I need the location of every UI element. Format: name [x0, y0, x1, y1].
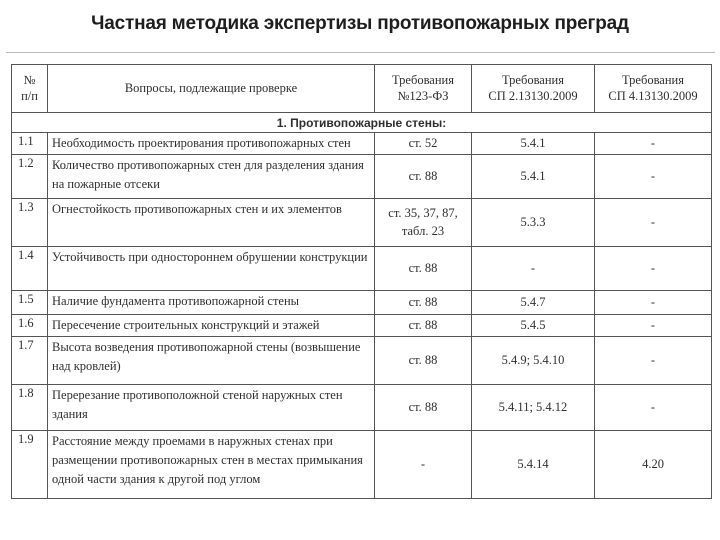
row-req-123fz: ст. 88	[375, 291, 472, 315]
table-header-row	[12, 65, 712, 113]
table-row	[12, 199, 712, 247]
row-req-sp4: -	[595, 247, 712, 291]
row-num: 1.1	[12, 133, 48, 155]
header-req-123fz-line2: №123-ФЗ	[397, 88, 449, 103]
row-req-sp2: 5.4.11; 5.4.12	[472, 385, 595, 431]
header-req-sp4-line2: СП 4.13130.2009	[608, 88, 698, 103]
row-req-sp2: 5.4.9; 5.4.10	[472, 337, 595, 385]
row-question: Огнестойкость противопожарных стен и их элементов	[48, 199, 375, 247]
table-row	[12, 337, 712, 385]
table-row	[12, 133, 712, 155]
row-req-sp4: -	[595, 199, 712, 247]
row-question: Перерезание противоположной стеной наружных стен здания	[48, 385, 375, 431]
row-req-sp2: 5.3.3	[472, 199, 595, 247]
table-row	[12, 291, 712, 315]
table-row	[12, 315, 712, 337]
row-req-123fz: ст. 88	[375, 337, 472, 385]
header-req-sp4-line1: Требования	[622, 72, 684, 87]
row-num: 1.9	[12, 431, 48, 499]
row-num: 1.2	[12, 155, 48, 199]
row-question: Наличие фундамента противопожарной стены	[48, 291, 375, 315]
table-row	[12, 385, 712, 431]
row-question: Пересечение строительных конструкций и этажей	[48, 315, 375, 337]
header-num-line1: №	[23, 72, 36, 87]
row-req-sp4: -	[595, 337, 712, 385]
row-question: Высота возведения противопожарной стены (возвышение над кровлей)	[48, 337, 375, 385]
row-question: Количество противопожарных стен для разделения здания на пожарные отсеки	[48, 155, 375, 199]
row-req-sp4: -	[595, 315, 712, 337]
row-req-123fz: ст. 35, 37, 87, табл. 23	[375, 199, 472, 247]
table-row	[12, 431, 712, 499]
row-req-sp2: 5.4.1	[472, 155, 595, 199]
header-num	[12, 65, 48, 113]
row-req-sp2: 5.4.5	[472, 315, 595, 337]
row-req-sp4: -	[595, 155, 712, 199]
row-req-123fz: -	[375, 431, 472, 499]
row-num: 1.4	[12, 247, 48, 291]
row-req-sp4: 4.20	[595, 431, 712, 499]
row-req-123fz: ст. 88	[375, 247, 472, 291]
header-req-sp2-line2: СП 2.13130.2009	[488, 88, 578, 103]
slide-title: Частная методика экспертизы противопожарных преград	[91, 13, 629, 34]
row-req-sp4: -	[595, 291, 712, 315]
section-title: 1. Противопожарные стены:	[12, 113, 712, 133]
table-row	[12, 155, 712, 199]
row-num: 1.7	[12, 337, 48, 385]
section-row	[12, 113, 712, 133]
header-req-123fz	[375, 65, 472, 113]
row-question: Необходимость проектирования противопожарных стен	[48, 133, 375, 155]
row-question: Устойчивость при одностороннем обрушении конструкции	[48, 247, 375, 291]
header-req-sp4	[595, 65, 712, 113]
row-num: 1.8	[12, 385, 48, 431]
header-req-sp2	[472, 65, 595, 113]
header-req-sp2-line1: Требования	[502, 72, 564, 87]
row-req-123fz: ст. 88	[375, 155, 472, 199]
row-req-sp4: -	[595, 385, 712, 431]
row-req-sp2: 5.4.14	[472, 431, 595, 499]
row-num: 1.3	[12, 199, 48, 247]
row-question: Расстояние между проемами в наружных стенах при размещении противопожарных стен в местах примыкания одной части здания к другой под углом	[48, 431, 375, 499]
title-divider	[6, 52, 715, 53]
row-req-sp2: 5.4.1	[472, 133, 595, 155]
header-req-123fz-line1: Требования	[392, 72, 454, 87]
row-num: 1.5	[12, 291, 48, 315]
row-req-sp2: 5.4.7	[472, 291, 595, 315]
table-row	[12, 247, 712, 291]
header-question: Вопросы, подлежащие проверке	[48, 65, 375, 113]
row-req-sp2: -	[472, 247, 595, 291]
row-req-sp4: -	[595, 133, 712, 155]
row-req-123fz: ст. 88	[375, 315, 472, 337]
row-num: 1.6	[12, 315, 48, 337]
requirements-table	[11, 64, 712, 499]
row-req-123fz: ст. 52	[375, 133, 472, 155]
row-req-123fz: ст. 88	[375, 385, 472, 431]
header-num-line2: п/п	[21, 88, 38, 103]
